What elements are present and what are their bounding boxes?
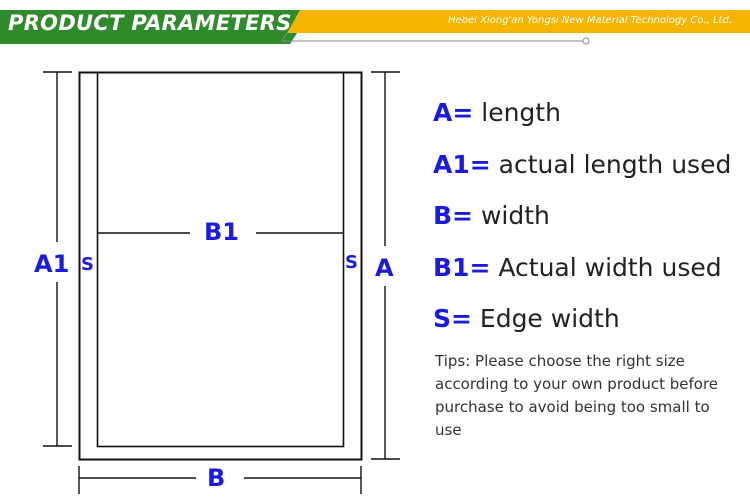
legend-item-a: A= length [433, 98, 561, 127]
company-name: Hebei Xiong'an Yongsi New Material Technology Co., Ltd. [447, 15, 732, 26]
label-a1: A1 [34, 250, 70, 278]
legend-item-a1: A1= actual length used [433, 150, 732, 179]
legend-item-s: S= Edge width [433, 304, 620, 333]
page-title: PRODUCT PARAMETERS [8, 11, 292, 35]
header-banner [0, 0, 750, 46]
label-s-left: S [81, 254, 94, 275]
bag-outline [80, 73, 362, 460]
label-a: A [375, 254, 394, 282]
header-underline-dot [583, 38, 589, 44]
label-b: B [207, 464, 226, 492]
legend-item-b1: B1= Actual width used [433, 253, 722, 282]
label-b1: B1 [204, 218, 239, 246]
tips-text: Tips: Please choose the right size according to your own product before purchase to avoid being too small to use [435, 352, 719, 439]
legend-item-b: B= width [433, 201, 550, 230]
usable-area-outline [98, 73, 344, 447]
label-s-right: S [345, 252, 358, 273]
